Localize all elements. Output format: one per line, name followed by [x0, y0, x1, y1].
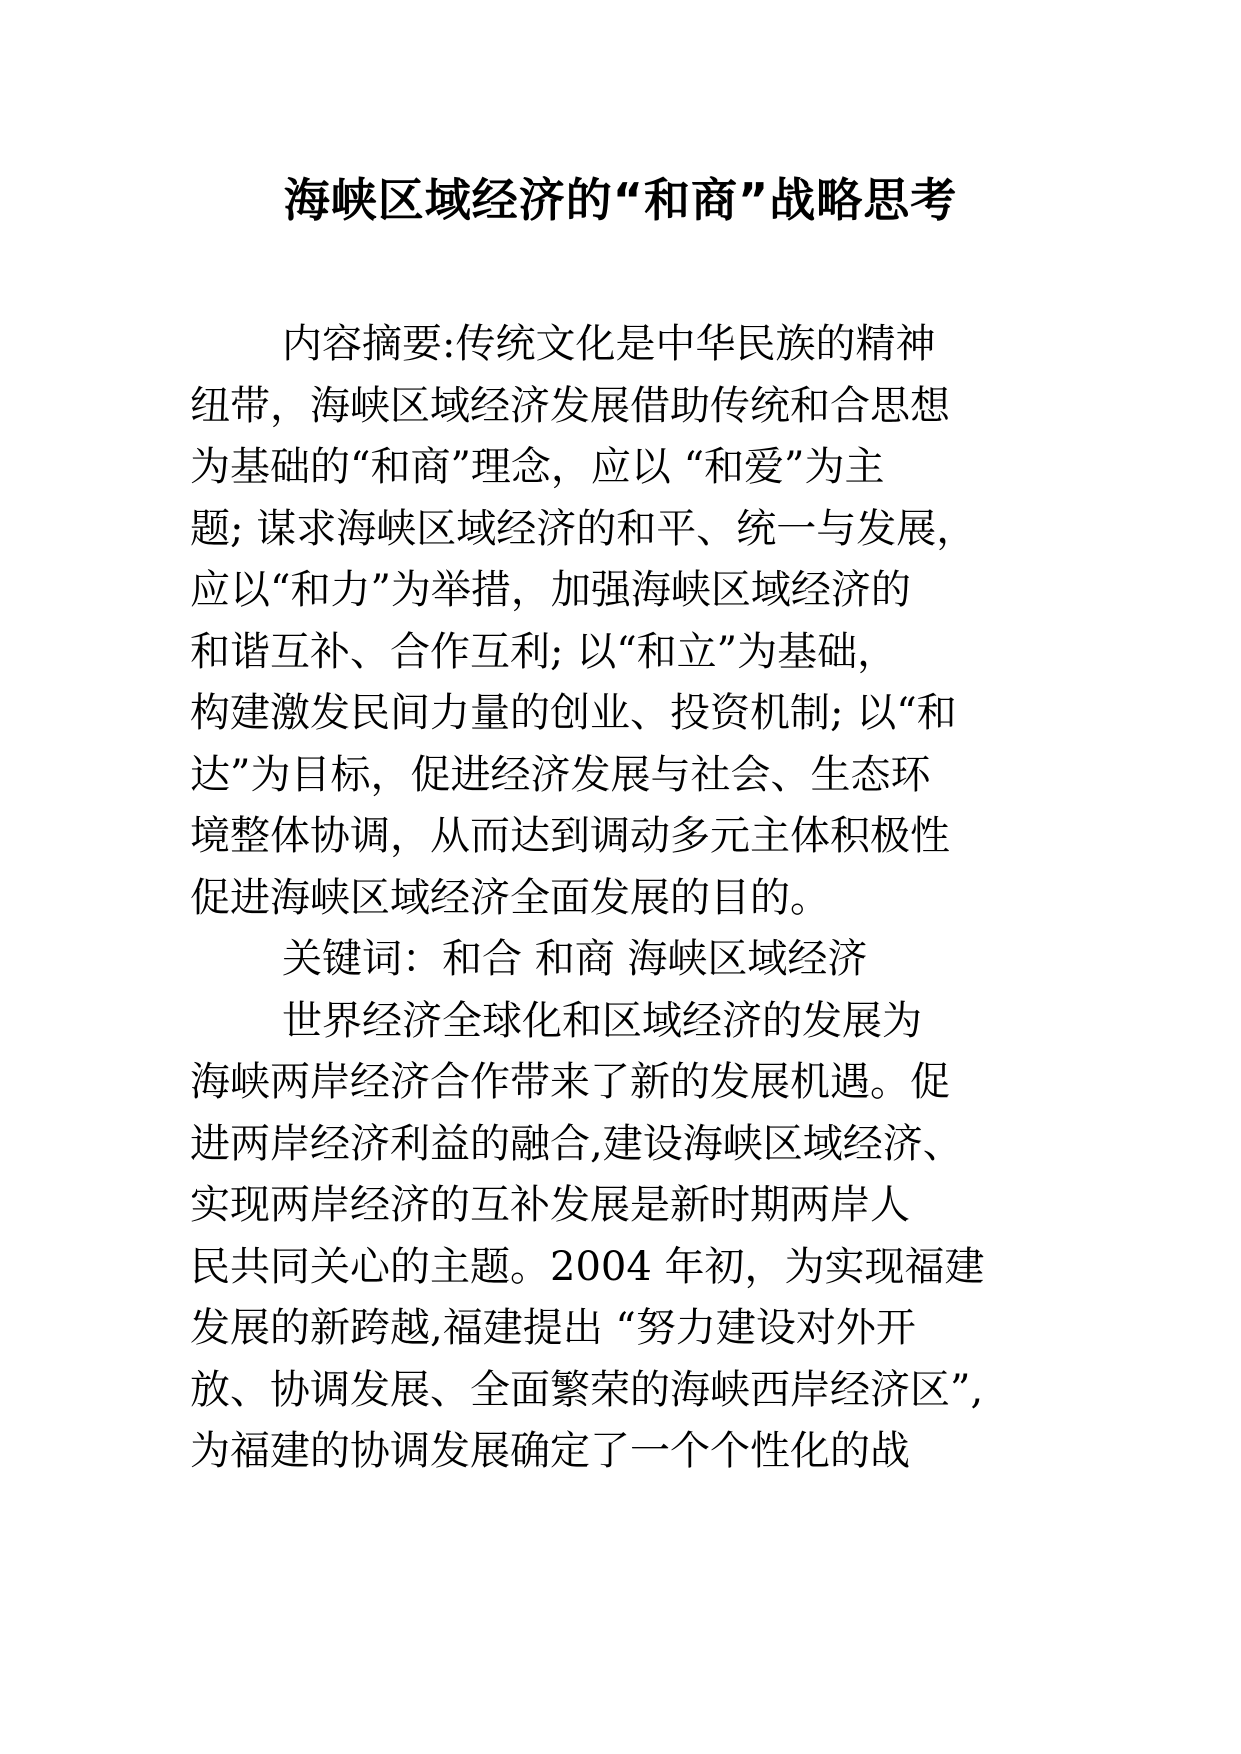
abstract-line: 纽带，海峡区域经济发展借助传统和合思想	[190, 382, 950, 429]
abstract-line: 境整体协调，从而达到调动多元主体积极性	[190, 813, 950, 859]
body-line: 民共同关心的主题。2004 年初，为实现福建	[190, 1243, 985, 1290]
body-line: 为福建的协调发展确定了一个个性化的战	[190, 1428, 910, 1474]
abstract-line: 题; 谋求海峡区域经济的和平、统一与发展，	[190, 505, 977, 552]
abstract-line: 促进海峡区域经济全面发展的目的。	[190, 874, 830, 921]
abstract-line: 内容摘要:传统文化是中华民族的精神	[282, 321, 936, 367]
abstract-line: 为基础的“和商”理念，应以 “和爱”为主	[190, 444, 885, 490]
body-line: 海峡两岸经济合作带来了新的发展机遇。促	[190, 1059, 950, 1105]
body-line: 放、协调发展、全面繁荣的海峡西岸经济区”,	[190, 1366, 984, 1413]
abstract-line: 构建激发民间力量的创业、投资机制; 以“和	[190, 690, 957, 736]
body-line: 进两岸经济利益的融合,建设海峡区域经济、	[190, 1120, 963, 1167]
document-body	[190, 314, 1070, 1483]
abstract-line: 和谐互补、合作互利; 以“和立”为基础，	[190, 628, 898, 675]
body-line: 发展的新跨越,福建提出 “努力建设对外开	[190, 1305, 916, 1351]
abstract-line: 应以“和力”为举措，加强海峡区域经济的	[190, 567, 911, 613]
abstract-line: 达”为目标，促进经济发展与社会、生态环	[190, 751, 931, 798]
keywords-line: 关键词：和合 和商 海峡区域经济	[282, 936, 868, 982]
body-line: 世界经济全球化和区域经济的发展为	[282, 997, 922, 1044]
body-line: 实现两岸经济的互补发展是新时期两岸人	[190, 1182, 910, 1228]
document-title: 海峡区域经济的“和商”战略思考	[283, 173, 958, 227]
